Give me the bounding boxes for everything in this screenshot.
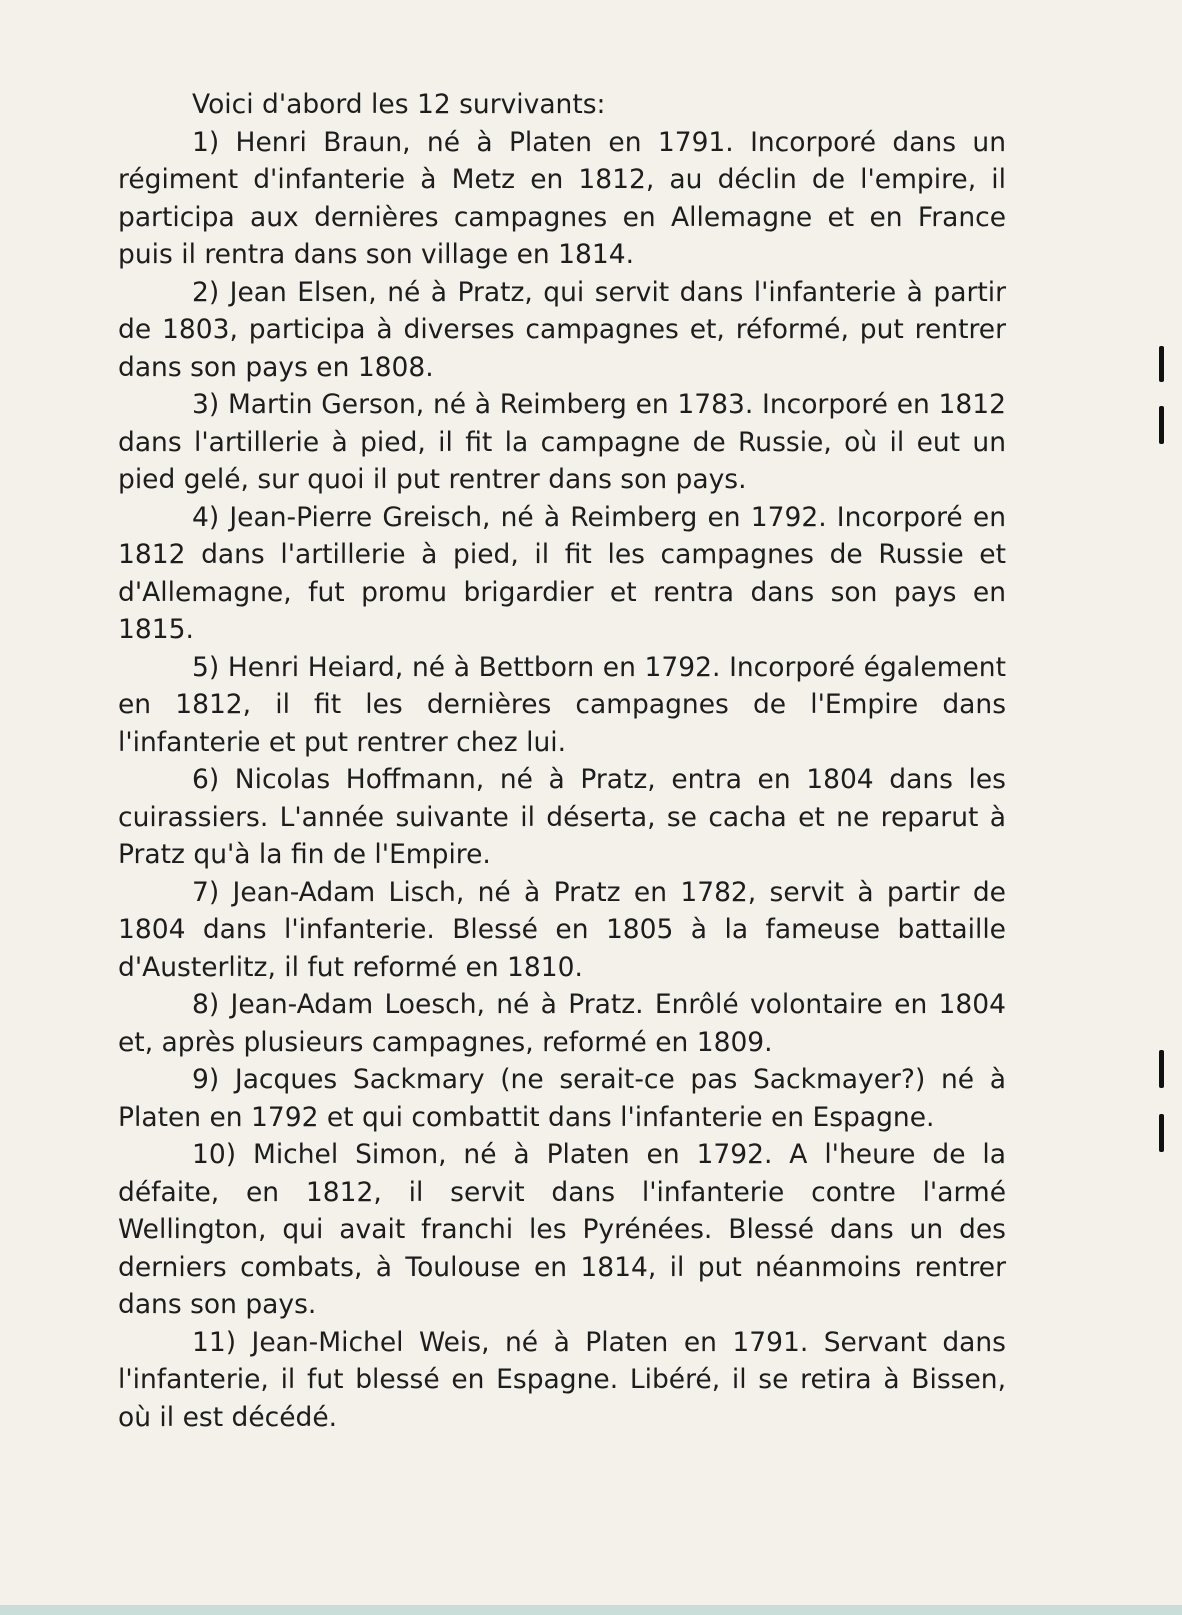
list-item: 4) Jean-Pierre Greisch, né à Reimberg en 1792. Incorporé en 1812 dans l'artillerie à pied, il fit les campagnes de Russie et d'Allemagne, fut promu brigardier et rentra dans son pays en 1815. [118, 501, 1006, 645]
list-item: 9) Jacques Sackmary (ne serait-ce pas Sackmayer?) né à Platen en 1792 et qui combattit dans l'infanterie en Espagne. [118, 1064, 1006, 1133]
page-edge [0, 1605, 1182, 1615]
list-item: 11) Jean-Michel Weis, né à Platen en 1791. Servant dans l'infanterie, il fut blessé en Espagne. Libéré, il se retira à Bissen, où il est décédé. [118, 1326, 1006, 1433]
binding-mark [1159, 1114, 1164, 1152]
list-item: 8) Jean-Adam Loesch, né à Pratz. Enrôlé volontaire en 1804 et, après plusieurs campagnes, reformé en 1809. [118, 989, 1006, 1058]
list-item: 5) Henri Heiard, né à Bettborn en 1792. Incorporé également en 1812, il fit les dernières campagnes de l'Empire dans l'infanterie et put rentrer chez lui. [118, 651, 1006, 758]
list-item: 10) Michel Simon, né à Platen en 1792. A l'heure de la défaite, en 1812, il servit dans l'infanterie contre l'armé Wellington, qui avait franchi les Pyrénées. Blessé dans un des derniers combats, à Toulouse en 1814, il put néanmoins rentrer dans son pays. [118, 1139, 1006, 1320]
list-item: 1) Henri Braun, né à Platen en 1791. Incorporé dans un régiment d'infanterie à Metz en 1812, au déclin de l'empire, il participa aux dernières campagnes en Allemagne et en France puis il rentra dans son village en 1814. [118, 126, 1006, 270]
list-item: 2) Jean Elsen, né à Pratz, qui servit dans l'infanterie à partir de 1803, participa à diverses campagnes et, réformé, put rentrer dans son pays en 1808. [118, 276, 1006, 383]
list-item: 3) Martin Gerson, né à Reimberg en 1783. Incorporé en 1812 dans l'artillerie à pied, il fit la campagne de Russie, où il eut un pied gelé, sur quoi il put rentrer dans son pays. [118, 389, 1006, 495]
binding-mark [1159, 406, 1164, 444]
binding-mark [1159, 346, 1164, 382]
intro-line: Voici d'abord les 12 survivants: [192, 89, 606, 120]
list-item: 7) Jean-Adam Lisch, né à Pratz en 1782, servit à partir de 1804 dans l'infanterie. Blessé en 1805 à la fameuse battaille d'Austerlitz, il fut reformé en 1810. [118, 876, 1006, 983]
list-item: 6) Nicolas Hoffmann, né à Pratz, entra en 1804 dans les cuirassiers. L'année suivante il déserta, se cacha et ne reparut à Pratz qu'à la fin de l'Empire. [118, 764, 1006, 870]
document-body [118, 86, 1006, 1436]
binding-mark [1159, 1050, 1164, 1088]
